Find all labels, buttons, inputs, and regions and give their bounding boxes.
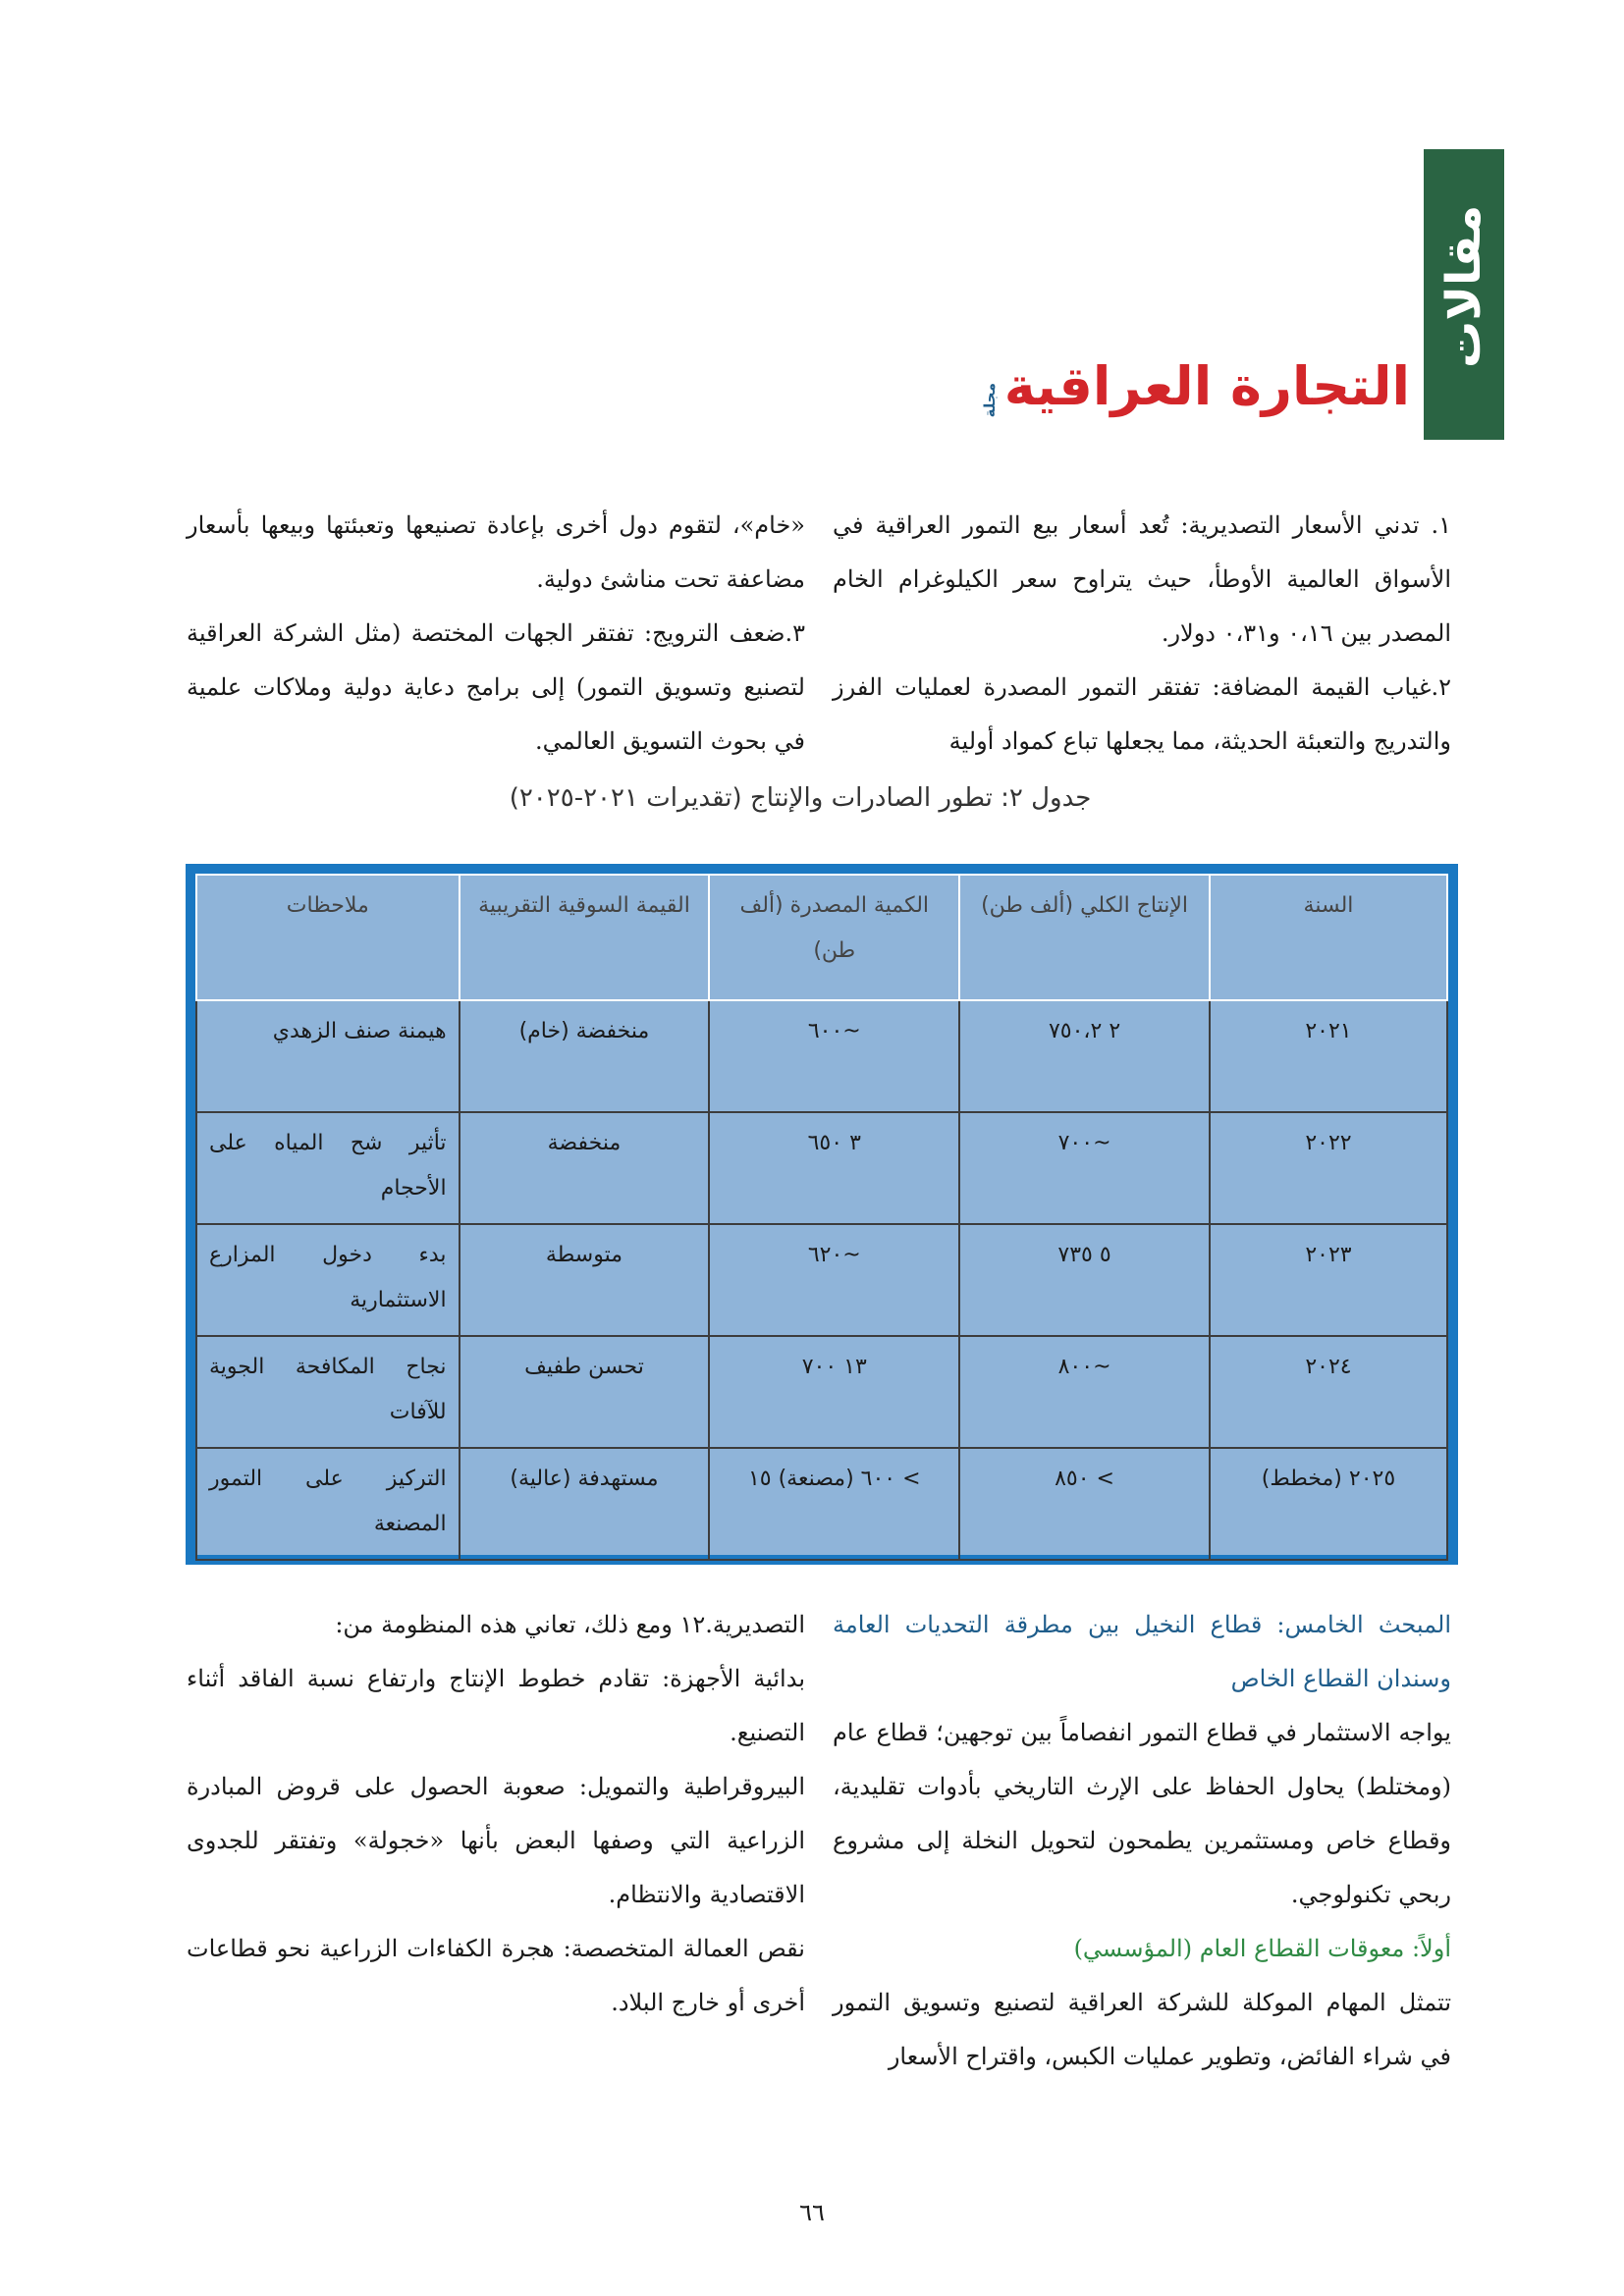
cell-production: ٥ ٧٣٥ — [959, 1224, 1210, 1336]
cell-production: ٢ ٧٥٠،٢ — [959, 1000, 1210, 1112]
bottom-left-column — [187, 1598, 805, 2030]
paragraph: ١. تدني الأسعار التصديرية: تُعد أسعار بيع التمور العراقية في الأسواق العالمية الأوطأ، حيث يتراوح سعر الكيلوغرام الخام المصدر بين ٠،١٦ و٠،٣١ دولار. — [833, 511, 1451, 647]
cell-value: منخفضة (خام) — [460, 1000, 710, 1112]
subheading: أولاً: معوقات القطاع العام (المؤسسي) — [1073, 1935, 1451, 1962]
table-row — [196, 1112, 1447, 1224]
magazine-logo — [981, 355, 1410, 417]
cell-production: ~٧٠٠ — [959, 1112, 1210, 1224]
paragraph: التصديرية.١٢ ومع ذلك، تعاني هذه المنظومة من: — [335, 1611, 805, 1638]
logo-main-text: التجارة العراقية — [1003, 355, 1410, 417]
top-right-column — [833, 499, 1451, 769]
header-value: القيمة السوقية التقريبية — [460, 875, 710, 1000]
cell-notes: تأثير شح المياه على الأحجام — [196, 1112, 460, 1224]
table-frame — [186, 864, 1458, 1565]
paragraph: البيروقراطية والتمويل: صعوبة الحصول على قروض المبادرة الزراعية التي وصفها البعض بأنها «خجولة» وتفتقر للجدوى الاقتصادية والانتظام. — [187, 1773, 805, 1908]
table-caption: جدول ٢: تطور الصادرات والإنتاج (تقديرات ٢٠٢١-٢٠٢٥) — [509, 783, 1092, 813]
cell-exports: ~٦٢٠ — [709, 1224, 959, 1336]
cell-notes: بدء دخول المزارع الاستثمارية — [196, 1224, 460, 1336]
cell-exports: ٣ ٦٥٠ — [709, 1112, 959, 1224]
cell-production: ~٨٠٠ — [959, 1336, 1210, 1448]
header-year: السنة — [1210, 875, 1447, 1000]
header-exports: الكمية المصدرة (ألف طن) — [709, 875, 959, 1000]
cell-production: > ٨٥٠ — [959, 1448, 1210, 1560]
paragraph: ٣.ضعف الترويج: تفتقر الجهات المختصة (مثل الشركة العراقية لتصنيع وتسويق التمور) إلى برامج دعاية دولية وملاكات علمية في بحوث التسويق العالمي. — [187, 619, 805, 755]
logo-small-text: مجلة — [980, 382, 999, 417]
bottom-right-column — [833, 1598, 1451, 2084]
cell-exports: ١٣ ٧٠٠ — [709, 1336, 959, 1448]
table-row — [196, 1336, 1447, 1448]
section-tab — [1424, 149, 1504, 440]
top-left-column — [187, 499, 805, 769]
section-heading: المبحث الخامس: قطاع النخيل بين مطرقة التحديات العامة وسندان القطاع الخاص — [833, 1611, 1451, 1692]
cell-notes: نجاح المكافحة الجوية للآفات — [196, 1336, 460, 1448]
cell-value: منخفضة — [460, 1112, 710, 1224]
paragraph: نقص العمالة المتخصصة: هجرة الكفاءات الزراعية نحو قطاعات أخرى أو خارج البلاد. — [187, 1935, 805, 2016]
cell-year: ٢٠٢٣ — [1210, 1224, 1447, 1336]
cell-exports: > ٦٠٠ (مصنعة) ١٥ — [709, 1448, 959, 1560]
cell-value: تحسن طفيف — [460, 1336, 710, 1448]
cell-value: مستهدفة (عالية) — [460, 1448, 710, 1560]
table-header-row — [196, 875, 1447, 1000]
paragraph: ٢.غياب القيمة المضافة: تفتقر التمور المصدرة لعمليات الفرز والتدريج والتعبئة الحديثة، مما يجعلها تباع كمواد أولية — [833, 673, 1451, 755]
paragraph: بدائية الأجهزة: تقادم خطوط الإنتاج وارتفاع نسبة الفاقد أثناء التصنيع. — [187, 1665, 805, 1746]
page-number: ٦٦ — [799, 2199, 825, 2226]
paragraph: تتمثل المهام الموكلة للشركة العراقية لتصنيع وتسويق التمور في شراء الفائض، وتطوير عمليات الكبس، واقتراح الأسعار — [833, 1989, 1451, 2070]
exports-table — [195, 874, 1448, 1561]
cell-value: متوسطة — [460, 1224, 710, 1336]
header-notes: ملاحظات — [196, 875, 460, 1000]
table-row — [196, 1000, 1447, 1112]
cell-exports: ~٦٠٠ — [709, 1000, 959, 1112]
table-row — [196, 1448, 1447, 1560]
paragraph: يواجه الاستثمار في قطاع التمور انفصاماً بين توجهين؛ قطاع عام (ومختلط) يحاول الحفاظ على الإرث التاريخي بأدوات تقليدية، وقطاع خاص ومستثمرين يطمحون لتحويل النخلة إلى مشروع ربحي تكنولوجي. — [833, 1719, 1451, 1908]
cell-year: ٢٠٢٤ — [1210, 1336, 1447, 1448]
cell-notes: التركيز على التمور المصنعة — [196, 1448, 460, 1560]
cell-notes: هيمنة صنف الزهدي — [196, 1000, 460, 1112]
cell-year: ٢٠٢٥ (مخطط) — [1210, 1448, 1447, 1560]
cell-year: ٢٠٢٢ — [1210, 1112, 1447, 1224]
cell-year: ٢٠٢١ — [1210, 1000, 1447, 1112]
table-row — [196, 1224, 1447, 1336]
section-tab-label: مقالات — [1436, 204, 1491, 369]
paragraph: «خام»، لتقوم دول أخرى بإعادة تصنيعها وتعبئتها وبيعها بأسعار مضاعفة تحت مناشئ دولية. — [187, 511, 805, 593]
header-production: الإنتاج الكلي (ألف طن) — [959, 875, 1210, 1000]
